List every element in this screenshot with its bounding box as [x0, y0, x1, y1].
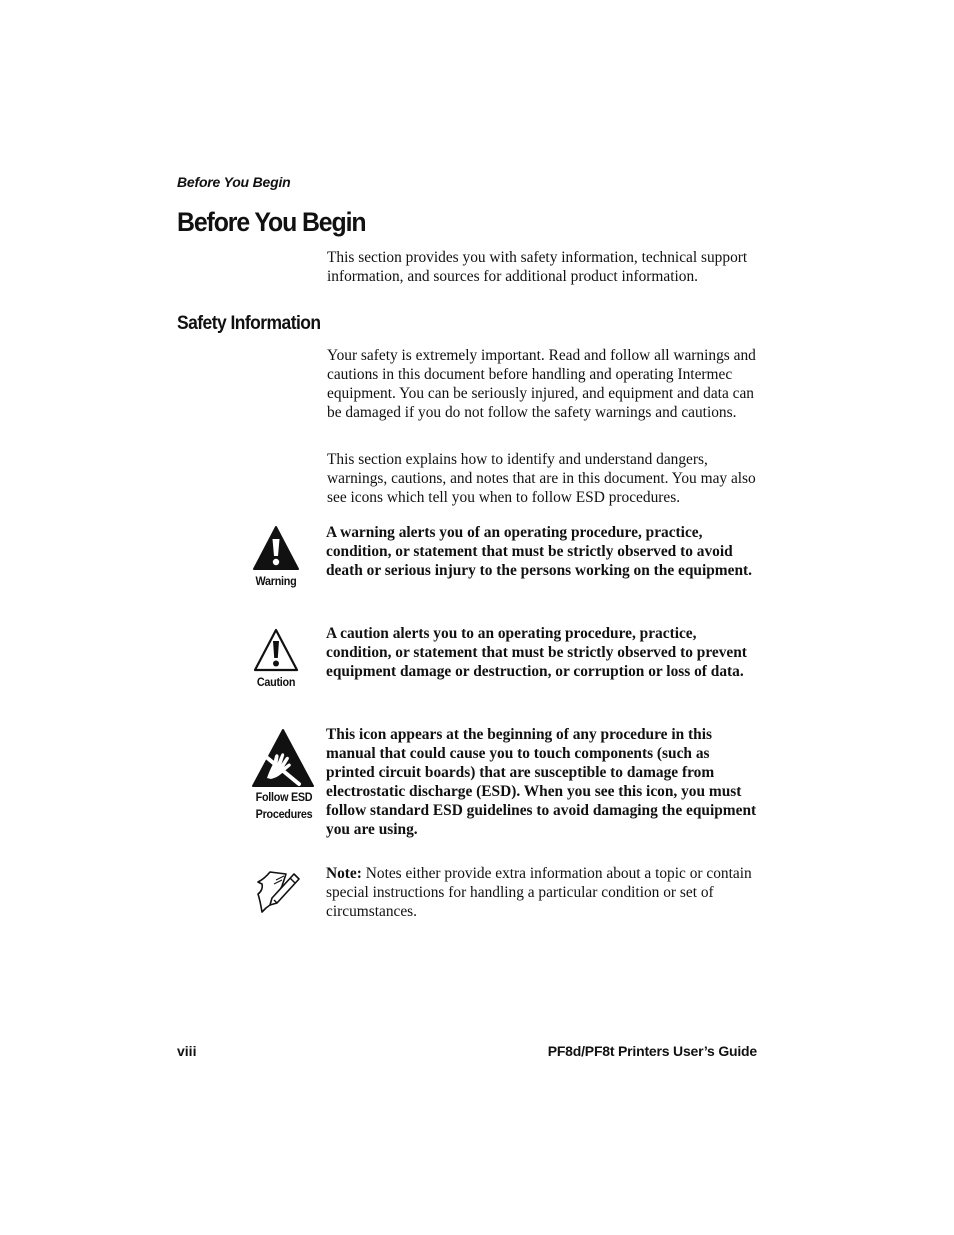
caution-label: Caution	[256, 675, 296, 689]
page-title: Before You Begin	[177, 207, 366, 237]
esd-label-line-2: Procedures	[255, 807, 313, 821]
esd-label-line-1: Follow ESD	[255, 790, 313, 804]
safety-paragraph-2: This section explains how to identify and understand dangers, warnings, cautions, and notes that are in this document. You may also see icons which tell you when to follow ESD procedures.	[327, 451, 756, 506]
safety-paragraph-1: Your safety is extremely important. Read and follow all warnings and cautions in this document before handling and operating Intermec equipment. You can be seriously injured, and equipment and data can be damaged if you do not follow the safety warnings and cautions.	[327, 347, 756, 421]
note-pencil-icon	[252, 866, 302, 916]
warning-icon	[252, 525, 300, 571]
note-text	[326, 864, 760, 921]
safety-heading: Safety Information	[177, 313, 321, 334]
warning-label: Warning	[255, 574, 297, 588]
book-title: PF8d/PF8t Printers User’s Guide	[547, 1043, 757, 1059]
caution-icon	[252, 627, 300, 673]
note-body: Notes either provide extra information about a topic or contain special instructions for handling a particular condition or set of circumstances.	[326, 865, 752, 920]
note-lead: Note:	[326, 865, 362, 882]
running-head: Before You Begin	[177, 174, 291, 190]
esd-icon	[251, 728, 315, 790]
page-number: viii	[177, 1043, 197, 1059]
intro-paragraph: This section provides you with safety information, technical support information, and sources for additional product information.	[327, 249, 748, 285]
warning-text: A warning alerts you of an operating procedure, practice, condition, or statement that must be strictly observed to avoid death or serious injury to the persons working on the equipment.	[326, 524, 752, 579]
caution-text: A caution alerts you to an operating procedure, practice, condition, or statement that must be strictly observed to prevent equipment damage or destruction, or corruption or loss of data.	[326, 625, 747, 680]
esd-text: This icon appears at the beginning of any procedure in this manual that could cause you to touch components (such as printed circuit boards) that are susceptible to damage from electrostatic discharge (ESD). When you see this icon, you must follow standard ESD guidelines to avoid damaging the equipment you are using.	[326, 726, 757, 838]
